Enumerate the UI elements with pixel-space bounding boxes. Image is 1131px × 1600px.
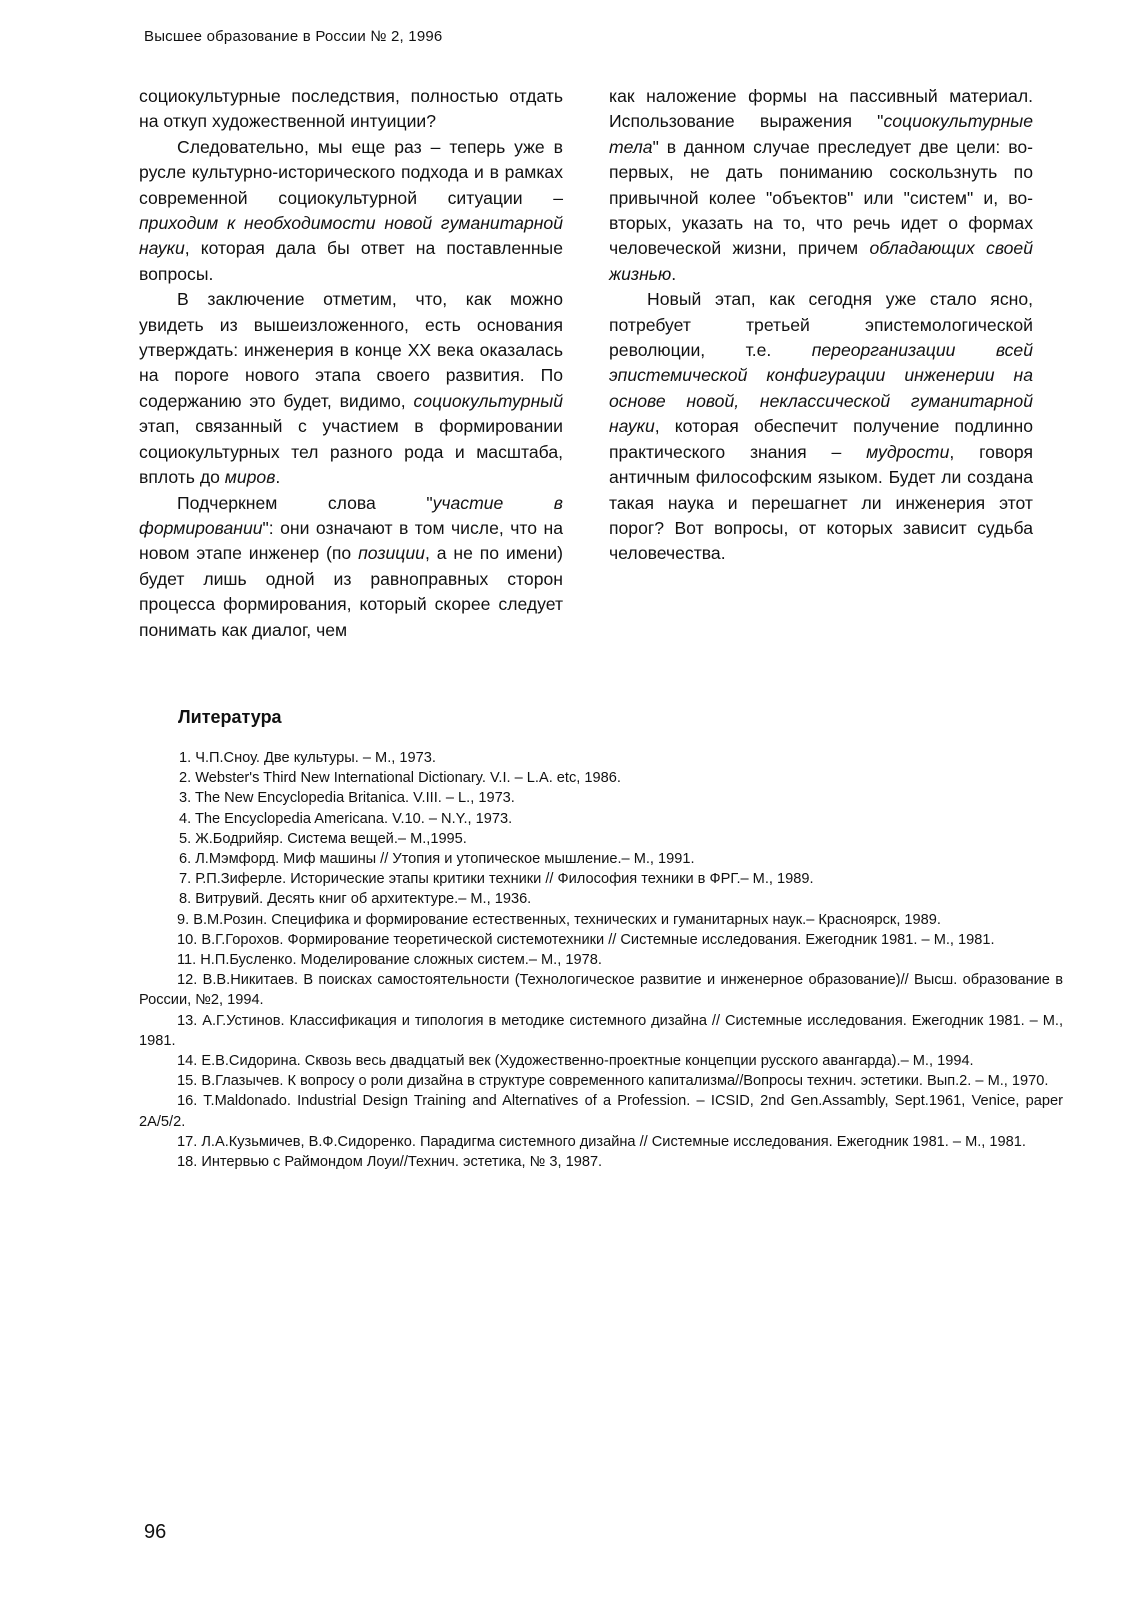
right-column xyxy=(609,84,1033,567)
italic-run: участие в формировании xyxy=(139,492,563,538)
reference-item: 3. The New Encyclopedia Britanica. V.III. – L., 1973. xyxy=(179,790,515,807)
text-run: ": они означают в том числе, что на новом этапе инженер (по xyxy=(139,517,563,564)
text-run: этап, связанный с участием в формировании социокультурных тел разного рода и масштаба, вплоть до xyxy=(139,416,563,488)
text-run: Подчеркнем слова " xyxy=(177,492,433,513)
text-run: Следовательно, мы еще раз – теперь уже в русле культурно-исторического подхода и в рамках современной социокультурной ситуации – xyxy=(139,136,563,208)
reference-item: 6. Л.Мэмфорд. Миф машины // Утопия и утопическое мышление.– М., 1991. xyxy=(179,851,695,868)
reference-item: 18. Интервью с Раймондом Лоуи//Технич. эстетика, № 3, 1987. xyxy=(177,1154,603,1171)
text-run: , говоря античным философским языком. Будет ли создана такая наука и перешагнет ли инженерия этот порог? Вот вопросы, от которых зависит судьба человечества. xyxy=(609,441,1033,564)
reference-item: 13. А.Г.Устинов. Классификация и типология в методике системного дизайна // Системные исследования. Ежегодник 1981. – М., 1981. xyxy=(139,1012,1063,1049)
reference-item: 7. Р.П.Зиферле. Исторические этапы критики техники // Философия техники в ФРГ.– М., 1989. xyxy=(179,871,814,888)
text-run: , которая обеспечит получение подлинно практического знания – xyxy=(609,416,1033,462)
left-column xyxy=(139,84,563,643)
italic-run: переорганизации всей эпистемической конфигурации инженерии на основе новой, неклассической гуманитарной науки xyxy=(609,340,1033,437)
reference-item: 4. The Encyclopedia Americana. V.10. – N.Y., 1973. xyxy=(179,810,513,827)
text-run: В заключение отметим, что, как можно увидеть из вышеизложенного, есть основания утверждать: инженерия в конце XX века оказалась на пороге нового этапа своего развития. По содержанию это будет, видимо, xyxy=(139,289,563,411)
reference-item: 11. Н.П.Бусленко. Моделирование сложных систем.– М., 1978. xyxy=(177,952,602,969)
reference-item: 17. Л.А.Кузьмичев, В.Ф.Сидоренко. Парадигма системного дизайна // Системные исследования. Ежегодник 1981. – М., 1981. xyxy=(177,1133,1026,1150)
reference-item: 1. Ч.П.Сноу. Две культуры. – М., 1973. xyxy=(179,750,436,766)
paragraph xyxy=(139,287,563,490)
paragraph xyxy=(609,84,1033,287)
text-run: , а не по имени) будет лишь одной из равноправных сторон процесса формирования, который скорее следует понимать как диалог, чем xyxy=(139,543,563,640)
text-run: как наложение формы на пассивный материал. Использование выражения " xyxy=(609,86,1033,132)
text-run: Новый этап, как сегодня уже стало ясно, потребует третьей эпистемологической революции, т.е. xyxy=(609,289,1033,361)
italic-run: миров xyxy=(224,467,276,488)
reference-item: 9. В.М.Розин. Специфика и формирование естественных, технических и гуманитарных наук.– Красноярск, 1989. xyxy=(177,911,941,928)
italic-run: мудрости xyxy=(866,441,950,462)
references-list xyxy=(139,748,1063,1172)
text-run: . xyxy=(275,467,281,488)
reference-item: 2. Webster's Third New International Dictionary. V.I. – L.A. etc, 1986. xyxy=(179,770,621,787)
page-number: 96 xyxy=(144,1521,167,1543)
paragraph xyxy=(139,491,563,643)
reference-item: 16. T.Maldonado. Industrial Design Training and Alternatives of a Profession. – ICSID, 2nd Gen.Assambly, Sept.1961, Venice, paper 2A/5/2. xyxy=(139,1093,1063,1130)
reference-item: 12. В.В.Никитаев. В поисках самостоятельности (Технологическое развитие и инженерное образование)// Высш. образование в России, №2, 1994. xyxy=(139,972,1063,1009)
italic-run: социокультурный xyxy=(413,390,563,411)
text-run: " в данном случае преследует две цели: во-первых, не дать пониманию соскользнуть по привычной колее "объектов" или "систем" и, во-вторых, указать на то, что речь идет о формах человеческой жизни, причем xyxy=(609,136,1033,259)
paragraph: социокультурные последствия, полностью отдать на откуп художественной интуиции? xyxy=(139,86,563,132)
text-run: , которая дала бы ответ на поставленные вопросы. xyxy=(139,238,563,284)
reference-item: 5. Ж.Бодрийяр. Система вещей.– М.,1995. xyxy=(179,830,467,847)
italic-run: приходим к необходимости новой гуманитарной науки xyxy=(139,213,563,259)
references-heading: Литература xyxy=(178,707,282,727)
reference-item: 10. В.Г.Горохов. Формирование теоретической системотехники // Системные исследования. Ежегодник 1981. – М., 1981. xyxy=(177,931,995,948)
italic-run: обладающих своей жизнью xyxy=(609,238,1033,284)
text-run: . xyxy=(671,263,677,284)
paragraph xyxy=(139,135,563,287)
reference-item: 14. Е.В.Сидорина. Сквозь весь двадцатый век (Художественно-проектные концепции русского авангарда).– М., 1994. xyxy=(177,1053,974,1070)
italic-run: позиции xyxy=(358,543,425,564)
running-header: Высшее образование в России № 2, 1996 xyxy=(144,28,443,45)
italic-run: социокультурные тела xyxy=(609,111,1033,157)
reference-item: 8. Витрувий. Десять книг об архитектуре.– М., 1936. xyxy=(179,891,532,908)
paragraph xyxy=(609,287,1033,566)
reference-item: 15. В.Глазычев. К вопросу о роли дизайна в структуре современного капитализма//Вопросы технич. эстетики. Вып.2. – М., 1970. xyxy=(177,1073,1049,1090)
